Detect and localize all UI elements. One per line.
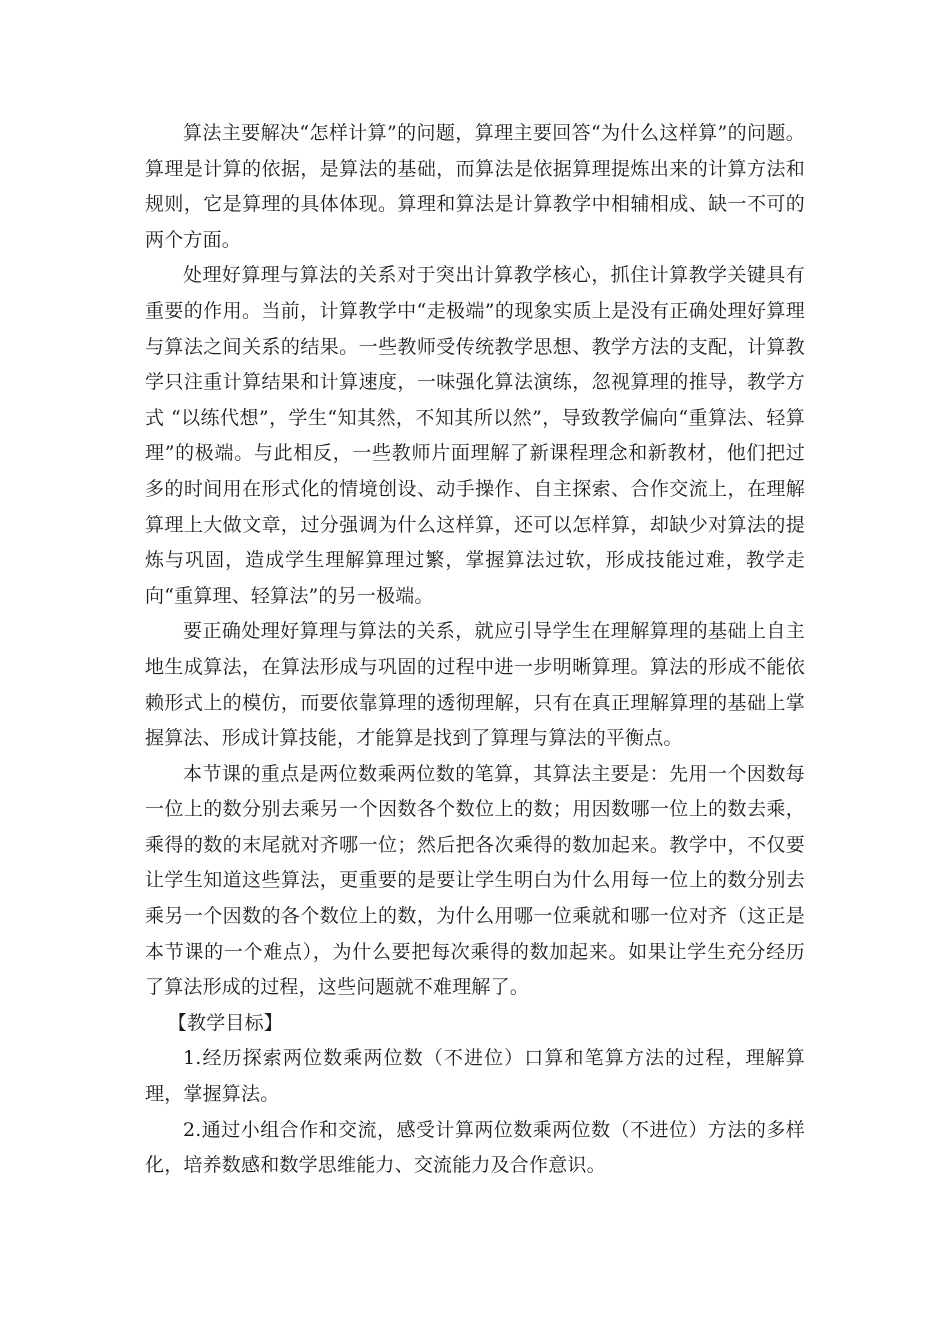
paragraph-relationship: 处理好算理与算法的关系对于突出计算教学核心，抓住计算教学关键具有重要的作用。当前，计算教学中“走极端”的现象实质上是没有正确处理好算理与算法之间关系的结果。一些教师受传统教学思想、教学方法的支配，计算教学只注重计算结果和计算速度，一味强化算法演练，忽视算理的推导，教学方式 “以练代想”，学生“知其然，不知其所以然”，导致教学偏向“重算法、轻算理”的极端。与此相反，一些教师片面理解了新课程理念和新教材，他们把过多的时间用在形式化的情境创设、动手操作、自主探索、合作交流上，在理解算理上大做文章，过分强调为什么这样算，还可以怎样算，却缺少对算法的提炼与巩固，造成学生理解算理过繁，掌握算法过软，形成技能过难，教学走向“重算理、轻算法”的另一极端。 [145, 264, 805, 607]
paragraph-correct-handling: 要正确处理好算理与算法的关系，就应引导学生在理解算理的基础上自主地生成算法，在算法形成与巩固的过程中进一步明晰算理。算法的形成不能依赖形式上的模仿，而要依靠算理的透彻理解，只有在真正理解算理的基础上掌握算法、形成计算技能，才能算是找到了算理与算法的平衡点。 [145, 620, 805, 750]
objective-item-1: 1.经历探索两位数乘两位数（不进位）口算和笔算方法的过程，理解算理，掌握算法。 [145, 1047, 805, 1106]
paragraph-lesson-focus: 本节课的重点是两位数乘两位数的笔算，其算法主要是：先用一个因数每一位上的数分别去乘另一个因数各个数位上的数；用因数哪一位上的数去乘，乘得的数的末尾就对齐哪一位；然后把各次乘得的数加起来。教学中，不仅要让学生知道这些算法，更重要的是要让学生明白为什么用每一位上的数分别去乘另一个因数的各个数位上的数，为什么用哪一位乘就和哪一位对齐（这正是本节课的一个难点），为什么要把每次乘得的数加起来。如果让学生充分经历了算法形成的过程，这些问题就不难理解了。 [145, 762, 805, 999]
section-heading-objectives: 【教学目标】 [167, 1011, 283, 1034]
paragraph-algorithm-vs-reasoning: 算法主要解决“怎样计算”的问题，算理主要回答“为什么这样算”的问题。算理是计算的依据，是算法的基础，而算法是依据算理提炼出来的计算方法和规则，它是算理的具体体现。算理和算法是计算教学中相辅相成、缺一不可的两个方面。 [145, 122, 805, 251]
document-page [145, 116, 805, 1184]
objective-item-2: 2.通过小组合作和交流，感受计算两位数乘两位数（不进位）方法的多样化，培养数感和数学思维能力、交流能力及合作意识。 [145, 1118, 805, 1177]
